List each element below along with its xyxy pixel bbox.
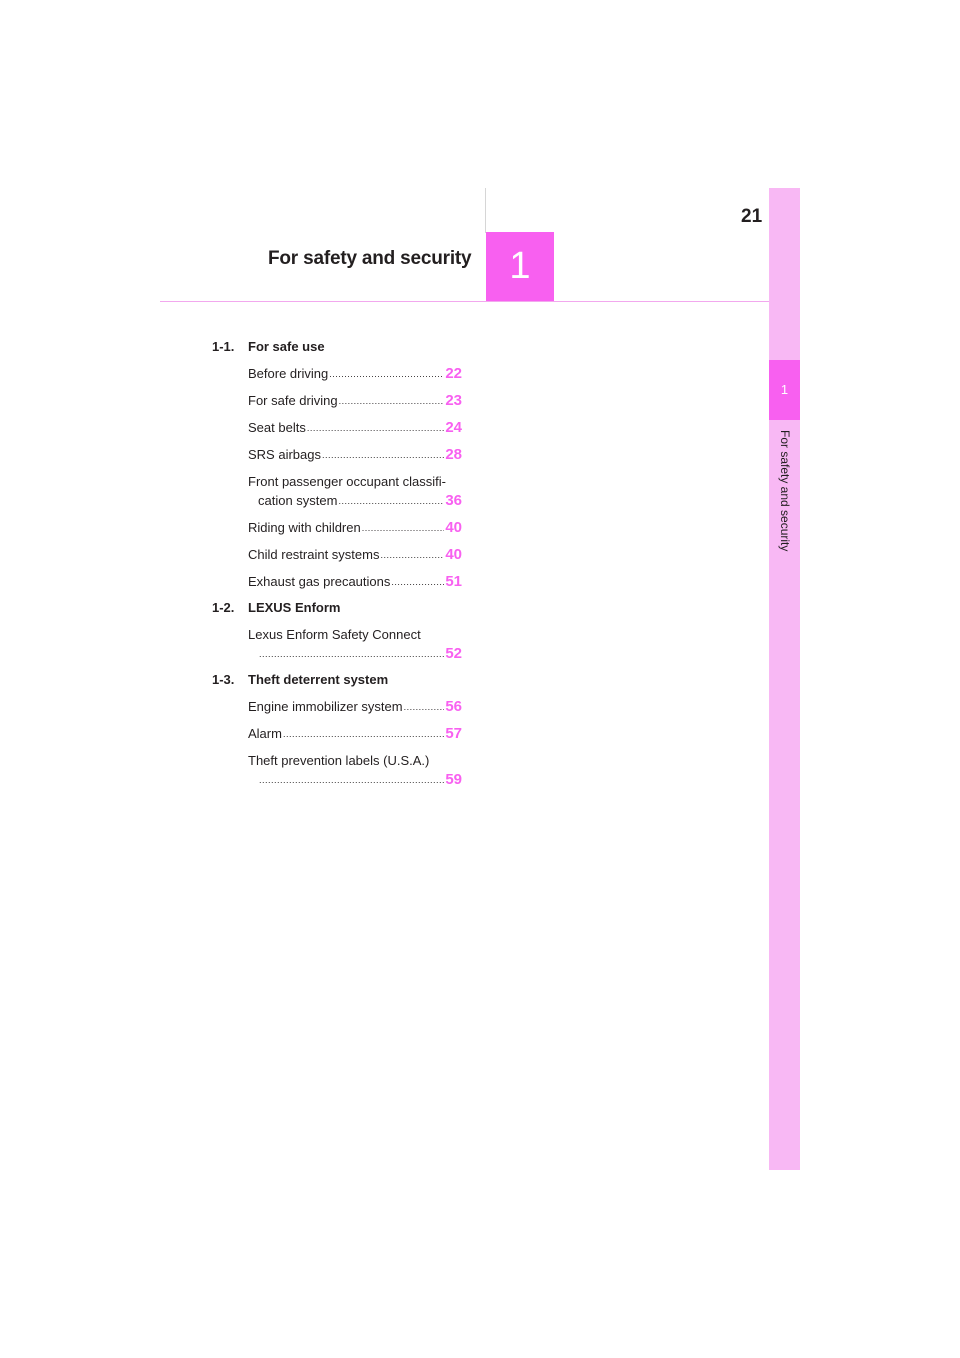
- toc-entry-title: For safe driving: [248, 393, 338, 408]
- leader-dots: [259, 646, 444, 663]
- toc-page-link[interactable]: 56: [445, 698, 462, 715]
- toc-page-link[interactable]: 23: [445, 392, 462, 409]
- toc-entry-lexus-enform-safety-connect[interactable]: [212, 625, 462, 663]
- section-title: LEXUS Enform: [248, 600, 341, 615]
- leader-dots: [259, 772, 444, 789]
- toc-page-link[interactable]: 51: [445, 573, 462, 590]
- toc-entry-seat-belts[interactable]: [212, 418, 462, 437]
- leader-dots: [307, 420, 444, 437]
- toc-page-link[interactable]: 57: [445, 725, 462, 742]
- chapter-title: For safety and security: [268, 248, 472, 269]
- toc-page-link[interactable]: 22: [445, 365, 462, 382]
- toc-entry-title: Exhaust gas precautions: [248, 574, 391, 589]
- toc-entry-title: Seat belts: [248, 420, 306, 435]
- toc-entry-title: SRS airbags: [248, 447, 321, 462]
- toc-entry-engine-immobilizer-system[interactable]: [212, 697, 462, 716]
- toc-page-link[interactable]: 40: [445, 519, 462, 536]
- table-of-contents: [212, 338, 462, 789]
- header-divider: [485, 188, 486, 233]
- section-title: For safe use: [248, 339, 325, 354]
- toc-entry-child-restraint-systems[interactable]: [212, 545, 462, 564]
- chapter-number-block: 1: [486, 232, 554, 301]
- toc-entry-theft-prevention-labels[interactable]: [212, 751, 462, 789]
- side-tab: [769, 188, 800, 1170]
- section-title: Theft deterrent system: [248, 672, 389, 687]
- toc-entry-for-safe-driving[interactable]: [212, 391, 462, 410]
- toc-entry-srs-airbags[interactable]: [212, 445, 462, 464]
- toc-page-link[interactable]: 36: [445, 492, 462, 509]
- toc-entry-title-continued: cation system: [258, 493, 338, 508]
- leader-dots: [380, 547, 444, 564]
- toc-entry-riding-with-children[interactable]: [212, 518, 462, 537]
- toc-entry-title: Child restraint systems: [248, 547, 380, 562]
- section-number: 1-3.: [212, 672, 235, 687]
- toc-entry-occupant-classification[interactable]: [212, 472, 462, 510]
- toc-page-link[interactable]: 24: [445, 419, 462, 436]
- leader-dots: [329, 366, 444, 383]
- leader-dots: [339, 393, 445, 410]
- toc-page-link[interactable]: 59: [445, 771, 462, 788]
- toc-section-heading: [212, 599, 462, 617]
- toc-entry-title: Front passenger occupant classifi-: [248, 474, 446, 489]
- side-tab-chapter-number[interactable]: 1: [769, 360, 800, 420]
- toc-entry-title: Engine immobilizer system: [248, 699, 403, 714]
- toc-page-link[interactable]: 28: [445, 446, 462, 463]
- leader-dots: [362, 520, 445, 537]
- toc-section-heading: [212, 671, 462, 689]
- leader-dots: [322, 447, 444, 464]
- leader-dots: [404, 699, 445, 716]
- leader-dots: [391, 574, 444, 591]
- toc-section-heading: [212, 338, 462, 356]
- toc-entry-exhaust-gas-precautions[interactable]: [212, 572, 462, 591]
- toc-page-link[interactable]: 52: [445, 645, 462, 662]
- toc-entry-alarm[interactable]: [212, 724, 462, 743]
- leader-dots: [338, 493, 444, 510]
- toc-entry-title: Alarm: [248, 726, 282, 741]
- leader-dots: [283, 726, 444, 743]
- page-number: 21: [741, 206, 763, 227]
- toc-entry-before-driving[interactable]: [212, 364, 462, 383]
- header-rule: [160, 301, 769, 302]
- section-number: 1-1.: [212, 339, 235, 354]
- section-number: 1-2.: [212, 600, 235, 615]
- toc-entry-title: Before driving: [248, 366, 329, 381]
- toc-entry-title: Theft prevention labels (U.S.A.): [248, 753, 430, 768]
- toc-entry-title: Riding with children: [248, 520, 361, 535]
- toc-page-link[interactable]: 40: [445, 546, 462, 563]
- toc-entry-title: Lexus Enform Safety Connect: [248, 627, 421, 642]
- side-tab-label: For safety and security: [778, 430, 792, 552]
